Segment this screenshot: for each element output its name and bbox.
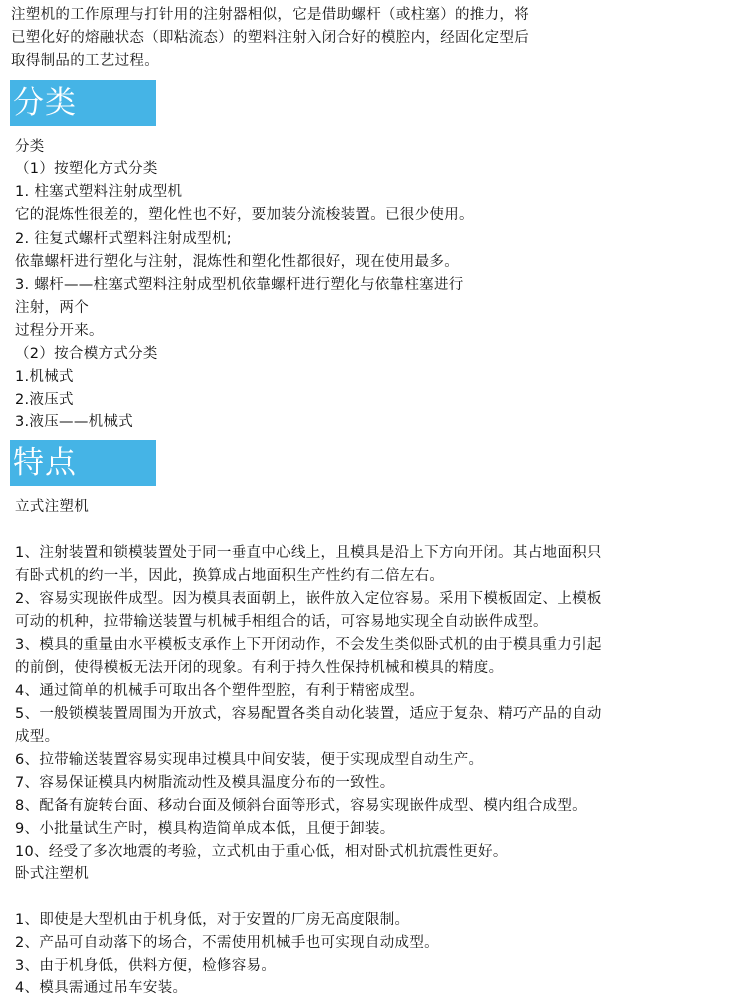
text-line: 依靠螺杆进行塑化与注射，混炼性和塑化性都很好，现在使用最多。 [15,254,459,270]
text-line: 2. 往复式螺杆式塑料注射成型机; [15,231,232,247]
intro-line: 已塑化好的熔融状态（即粘流态）的塑料注射入闭合好的模腔内，经固化定型后 [11,30,529,46]
section-heading-classification: 分类 [10,80,156,126]
text-line: 2.液压式 [15,392,74,408]
text-line: 1. 柱塞式塑料注射成型机 [15,184,183,200]
text-line: 3. 螺杆——柱塞式塑料注射成型机依靠螺杆进行塑化与依靠柱塞进行 [15,277,464,293]
intro-line: 注塑机的工作原理与打针用的注射器相似，它是借助螺杆（或柱塞）的推力，将 [11,7,529,23]
text-line: 8、配备有旋转台面、移动台面及倾斜台面等形式，容易实现嵌件成型、模内组合成型。 [15,798,587,814]
text-line: 1、即使是大型机由于机身低，对于安置的厂房无高度限制。 [15,912,410,928]
section-heading-features: 特点 [10,440,156,486]
text-line: 9、小批量试生产时，模具构造简单成本低，且便于卸装。 [15,821,395,837]
text-line: 1、注射装置和锁模装置处于同一垂直中心线上，且模具是沿上下方向开闭。其占地面积只 [15,545,602,561]
intro-line: 取得制品的工艺过程。 [11,53,159,69]
text-line: 1.机械式 [15,369,74,385]
text-line: 7、容易保证模具内树脂流动性及模具温度分布的一致性。 [15,775,395,791]
text-line: 3、由于机身低，供料方便，检修容易。 [15,958,277,974]
text-line: 10、经受了多次地震的考验，立式机由于重心低，相对卧式机抗震性更好。 [15,844,508,860]
text-line: 2、产品可自动落下的场合，不需使用机械手也可实现自动成型。 [15,935,439,951]
text-line: （2）按合模方式分类 [15,346,158,362]
subsection-title-vertical: 立式注塑机 [15,499,89,515]
text-line: 4、模具需通过吊车安装。 [15,980,188,996]
text-line: 3、模具的重量由水平模板支承作上下开闭动作，不会发生类似卧式机的由于模具重力引起 [15,637,602,653]
text-line: 过程分开来。 [15,323,104,339]
text-line: 分类 [15,139,45,155]
text-line: 2、容易实现嵌件成型。因为模具表面朝上，嵌件放入定位容易。采用下模板固定、上模板 [15,591,602,607]
text-line: 注射，两个 [15,300,89,316]
text-line: 可动的机种，拉带输送装置与机械手相组合的话，可容易地实现全自动嵌件成型。 [15,614,548,630]
text-line: 有卧式机的约一半，因此，换算成占地面积生产性约有二倍左右。 [15,568,445,584]
text-line: 4、通过简单的机械手可取出各个塑件型腔，有利于精密成型。 [15,683,425,699]
text-line: 3.液压——机械式 [15,414,134,430]
text-line: （1）按塑化方式分类 [15,161,158,177]
subsection-title-horizontal: 卧式注塑机 [15,866,89,882]
text-line: 的前倒，使得模板无法开闭的现象。有利于持久性保持机械和模具的精度。 [15,660,504,676]
text-line: 6、拉带输送装置容易实现串过模具中间安装，便于实现成型自动生产。 [15,752,484,768]
text-line: 5、一般锁模装置周围为开放式，容易配置各类自动化装置，适应于复杂、精巧产品的自动 [15,706,602,722]
text-line: 成型。 [15,729,60,745]
text-line: 它的混炼性很差的，塑化性也不好，要加装分流梭装置。已很少使用。 [15,207,474,223]
